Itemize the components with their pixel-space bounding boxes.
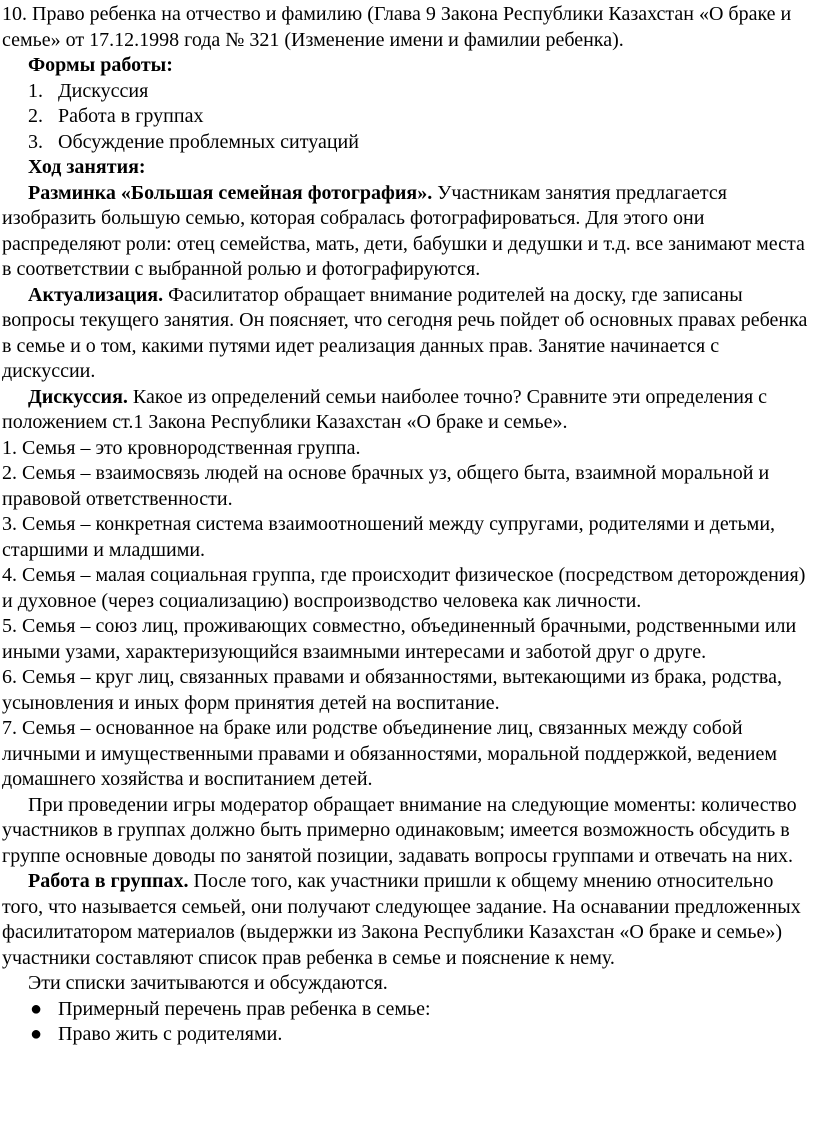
list-item: ● Примерный перечень прав ребенка в семье: [2,997,814,1023]
list-item: 3. Обсуждение проблемных ситуаций [28,130,359,153]
course-heading: Ход занятия: [28,156,146,178]
forms-list [2,79,814,156]
definition-item: 6. Семья – круг лиц, связанных правами и обязанностями, вытекающими из брака, родства, усыновления и иных форм принятия детей на воспитание. [2,666,782,714]
groupwork-lead: Работа в группах. [28,870,189,892]
groupwork-paragraph: Работа в группах. После того, как участники пришли к общему мнению относительно того, что называется семьей, они получают следующее задание. На оснавании предложенных фасилитатором материалов (выдержки из Закона Республики Казахстан «О браке и семье») участники составляют список прав ребенка в семье и пояснение к нему. [2,870,801,969]
definition-item: 5. Семья – союз лиц, проживающих совместно, объединенный брачными, родственными или иными узами, характеризующийся взаимными интересами и заботой друг о друге. [2,615,797,663]
warmup-paragraph: Разминка «Большая семейная фотография». Участникам занятия предлагается изобразить большую семью, которая собралась фотографироваться. Для этого они распределяют роли: отец семейства, мать, дети, бабушки и дедушки и т.д. все занимают места в соответствии с выбранной ролью и фотографируются. [2,181,805,280]
list-item: ● Право жить с родителями. [2,1022,814,1048]
discussion-lead: Дискуссия. [28,385,128,408]
actualization-lead: Актуализация. [28,283,164,306]
actualization-paragraph: Актуализация. Фасилитатор обращает внимание родителей на доску, где записаны вопросы текущего занятия. Он поясняет, что сегодня речь пойдет об основных правах ребенка в семье и о том, какими путями идет реализация данных прав. Занятие начинается с дискуссии. [2,283,808,382]
forms-heading: Формы работы: [28,54,173,76]
definition-item: 1. Семья – это кровнородственная группа. [2,436,361,459]
definition-item: 7. Семья – основанное на браке или родстве объединение лиц, связанных между собой личными и имущественными правами и обязанностями, моральной поддержкой, ведением домашнего хозяйства и воспитанием детей. [2,717,777,790]
bullet-list [2,997,814,1048]
definition-item: 4. Семья – малая социальная группа, где происходит физическое (посредством деторождения) и духовное (через социализацию) воспроизводство человека как личности. [2,564,806,612]
list-item: 1. Дискуссия [28,79,149,102]
list-item: 2. Работа в группах [28,105,204,127]
lists-note: Эти списки зачитываются и обсуждаются. [28,972,388,994]
intro-paragraph: 10. Право ребенка на отчество и фамилию (Глава 9 Закона Республики Казахстан «О браке и семье» от 17.12.1998 года № 321 (Изменение имени и фамилии ребенка). [2,3,792,51]
definition-item: 2. Семья – взаимосвязь людей на основе брачных уз, общего быта, взаимной моральной и правовой ответственности. [2,462,770,510]
discussion-paragraph: Дискуссия. Какое из определений семьи наиболее точно? Сравните эти определения с положением ст.1 Закона Республики Казахстан «О браке и семье». [2,385,768,433]
warmup-lead: Разминка «Большая семейная фотография». [28,181,433,204]
definition-item: 3. Семья – конкретная система взаимоотношений между супругами, родителями и детьми, старшими и младшими. [2,513,776,561]
moderator-note: При проведении игры модератор обращает внимание на следующие моменты: количество участников в группах должно быть примерно одинаковым; имеется возможность обсудить в группе основные доводы по занятой позиции, задавать вопросы группами и отвечать на них. [2,793,797,867]
bullet-icon: ● [30,997,43,1020]
bullet-icon: ● [30,1023,43,1045]
